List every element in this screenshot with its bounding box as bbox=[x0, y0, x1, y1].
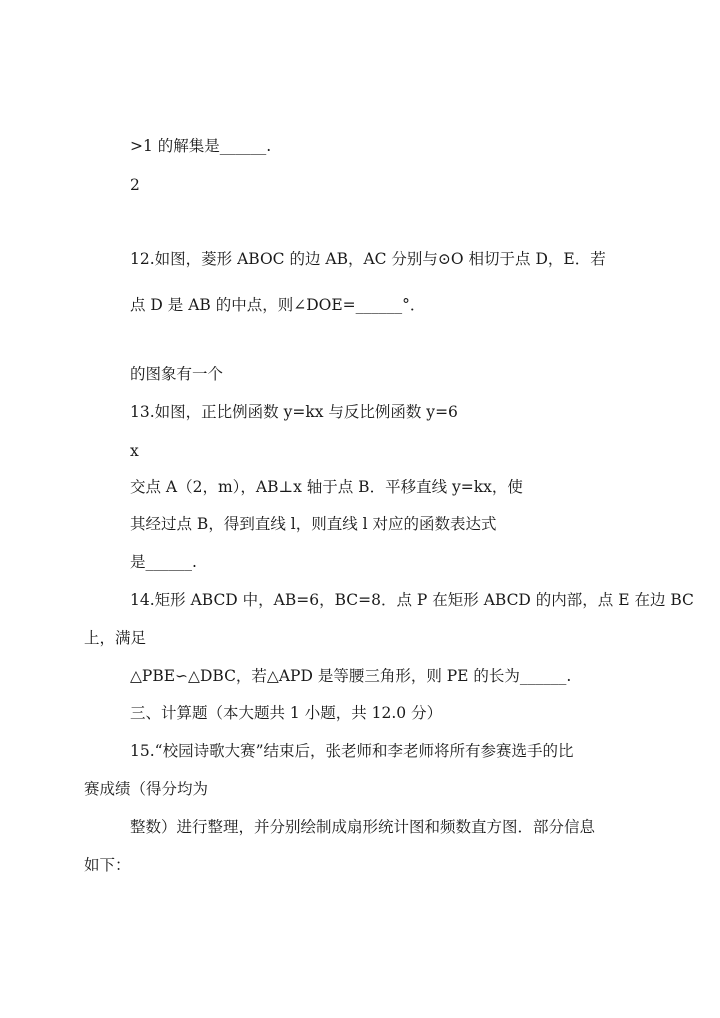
question-14-line-3: △PBE∽△DBC，若△APD 是等腰三角形，则 PE 的长为______. bbox=[130, 667, 572, 685]
question-15-line-3: 整数）进行整理，并分别绘制成扇形统计图和频数直方图．部分信息 bbox=[130, 818, 596, 836]
question-13-line-1: 13.如图，正比例函数 y=kx 与反比例函数 y=6 bbox=[130, 403, 458, 421]
question-13-line-3: 其经过点 B，得到直线 l，则直线 l 对应的函数表达式 bbox=[130, 515, 497, 533]
question-15-line-1: 15.“校园诗歌大赛”结束后，张老师和李老师将所有参赛选手的比 bbox=[130, 742, 574, 760]
question-14-line-2: 上，满足 bbox=[84, 629, 147, 647]
question-12-line-1: 12.如图，菱形 ABOC 的边 AB，AC 分别与⊙O 相切于点 D，E．若 bbox=[130, 250, 606, 268]
text-line-solution-set: >1 的解集是______. bbox=[130, 137, 272, 155]
question-14-line-1: 14.矩形 ABCD 中，AB=6，BC=8．点 P 在矩形 ABCD 的内部，点 E 在边 BC bbox=[130, 591, 694, 609]
question-12-line-2: 点 D 是 AB 的中点，则∠DOE=______°． bbox=[130, 296, 426, 314]
question-15-line-2: 赛成绩（得分均为 bbox=[84, 780, 209, 798]
section-heading-calculation: 三、计算题（本大题共 1 小题，共 12.0 分） bbox=[130, 704, 443, 722]
text-line-graph-has-one: 的图象有一个 bbox=[130, 365, 224, 383]
text-line-fraction-denominator: 2 bbox=[130, 176, 140, 194]
question-13-line-2: 交点 A（2，m），AB⊥x 轴于点 B．平移直线 y=kx，使 bbox=[130, 478, 523, 496]
question-13-line-4: 是______. bbox=[130, 553, 197, 571]
question-13-fraction-denominator: x bbox=[130, 442, 139, 460]
question-15-line-4: 如下： bbox=[84, 856, 131, 874]
